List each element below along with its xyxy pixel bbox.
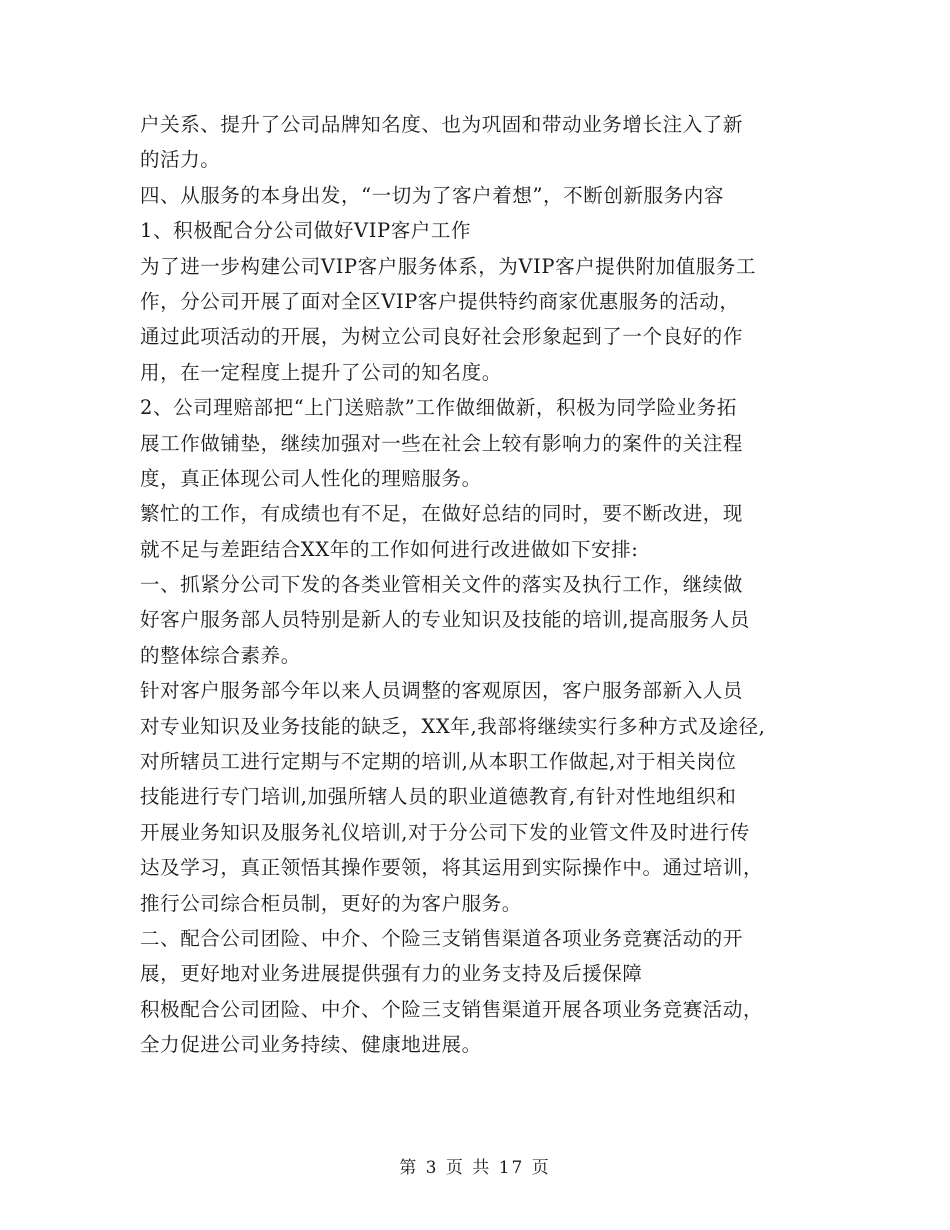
- text-line: 户关系、提升了公司品牌知名度、也为巩固和带动业务增长注入了新: [140, 113, 744, 136]
- text-line: 对专业知识及业务技能的缺乏，XX年,我部将继续实行多种方式及途径,: [140, 714, 766, 738]
- text-line: 开展业务知识及服务礼仪培训,对于分公司下发的业管文件及时进行传: [140, 820, 750, 844]
- text-line: 技能进行专门培训,加强所辖人员的职业道德教育,有针对性地组织和: [140, 785, 737, 809]
- text-line: 繁忙的工作，有成绩也有不足，在做好总结的同时，要不断改进，现: [140, 502, 744, 526]
- text-line: 好客户服务部人员特别是新人的专业知识及技能的培训,提高服务人员: [140, 608, 750, 632]
- section-heading: 二、配合公司团险、中介、个险三支销售渠道各项业务竞赛活动的开: [140, 926, 744, 950]
- text-line: 通过此项活动的开展，为树立公司良好社会形象起到了一个良好的作: [140, 325, 744, 349]
- text-line: 为了进一步构建公司VIP客户服务体系，为VIP客户提供附加值服务工: [140, 254, 757, 278]
- text-line: 用，在一定程度上提升了公司的知名度。: [140, 360, 502, 384]
- page-number-footer: 第 3 页 共 17 页: [399, 1158, 551, 1178]
- text-line: 度，真正体现公司人性化的理赔服务。: [140, 466, 482, 490]
- text-line: 展工作做铺垫，继续加强对一些在社会上较有影响力的案件的关注程: [140, 431, 744, 455]
- text-line: 积极配合公司团险、中介、个险三支销售渠道开展各项业务竞赛活动，: [140, 997, 764, 1021]
- text-line: 的整体综合素养。: [140, 643, 301, 667]
- text-line: 展，更好地对业务进展提供强有力的业务支持及后援保障: [140, 962, 643, 986]
- document-body: [140, 107, 830, 1063]
- subsection-heading: 1、积极配合分公司做好VIP客户工作: [140, 219, 472, 243]
- text-line: 的活力。: [140, 148, 221, 172]
- text-line: 作，分公司开展了面对全区VIP客户提供特约商家优惠服务的活动，: [140, 289, 740, 313]
- section-heading: 一、抓紧分公司下发的各类业管相关文件的落实及执行工作，继续做: [140, 573, 744, 597]
- text-line: 全力促进公司业务持续、健康地进展。: [140, 1033, 482, 1057]
- text-line: 针对客户服务部今年以来人员调整的客观原因，客户服务部新入人员: [140, 679, 744, 703]
- text-line: 就不足与差距结合XX年的工作如何进行改进做如下安排:: [140, 537, 639, 561]
- subsection-heading: 2、公司理赔部把“上门送赔款”工作做细做新，积极为同学险业务拓: [140, 396, 737, 420]
- text-line: 达及学习，真正领悟其操作要领，将其运用到实际操作中。通过培训，: [140, 856, 764, 880]
- text-line: 对所辖员工进行定期与不定期的培训,从本职工作做起,对于相关岗位: [140, 750, 737, 774]
- section-heading: 四、从服务的本身出发，“一切为了客户着想”，不断创新服务内容: [140, 183, 724, 207]
- text-line: 推行公司综合柜员制，更好的为客户服务。: [140, 891, 522, 915]
